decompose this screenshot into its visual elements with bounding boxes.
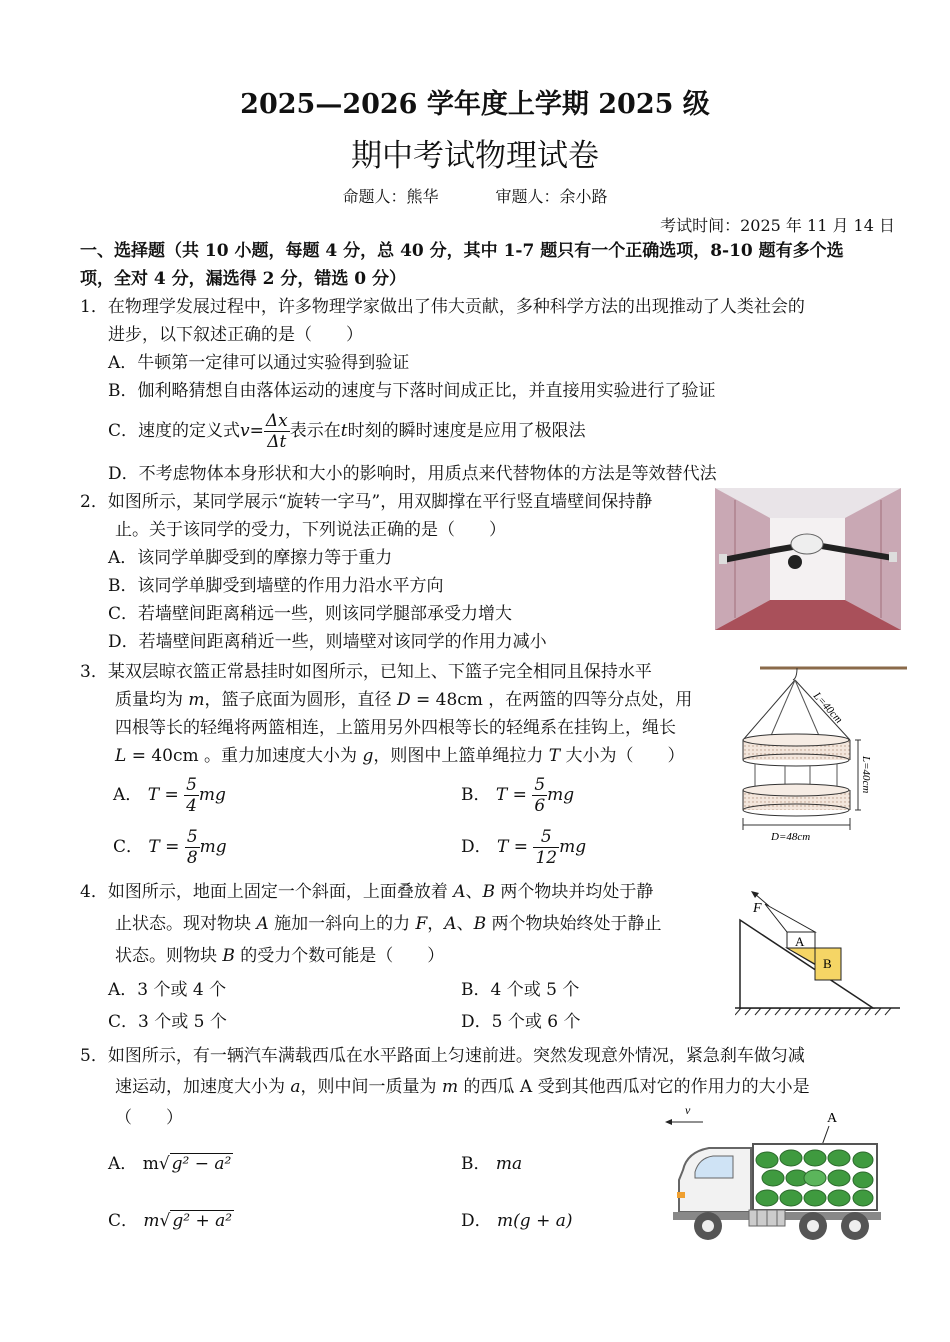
q3-option-a: A． T = $\frac{5}{4}$ mg — [113, 775, 226, 816]
q5-stem-line1: 5．如图所示，有一辆汽车满载西瓜在水平路面上匀速前进。突然发现意外情况，紧急刹车做匀减 — [80, 1046, 805, 1066]
q4-fig-label-a: A — [795, 934, 805, 949]
q3-fig-label-d: D=48cm — [771, 831, 811, 843]
q5-stem-line3: （ ） — [115, 1108, 183, 1128]
author: 命题人：熊华 — [342, 187, 439, 206]
q1-option-c: C．速度的定义式v= $\frac{\Delta x}{\Delta t}$ 表示在t时刻的瞬时速度是应用了极限法 — [108, 411, 586, 452]
q2-option-d: D．若墙壁间距离稍近一些，则墙壁对该同学的作用力减小 — [108, 632, 547, 652]
q4-stem-line2: 止状态。现对物块 A 施加一斜向上的力 F，A、B 两个物块始终处于静止 — [115, 914, 662, 934]
exam-title-line2: 期中考试物理试卷 — [351, 138, 599, 174]
q2-photo-split-figure — [715, 488, 901, 630]
q1-option-a: A．牛顿第一定律可以通过实验得到验证 — [108, 353, 410, 373]
q4-stem-line1: 4．如图所示，地面上固定一个斜面，上面叠放着 A、B 两个物块并均处于静 — [80, 882, 654, 902]
q1-stem-line1: 1．在物理学发展过程中，许多物理学家做出了伟大贡献，多种科学方法的出现推动了人类社会的 — [80, 297, 805, 317]
q3-stem-line1: 3．某双层晾衣篮正常悬挂时如图所示，已知上、下篮子完全相同且保持水平 — [80, 662, 652, 682]
q3-stem-line4: L = 40cm 。重力加速度大小为 g，则图中上篮单绳拉力 T 大小为（ ） — [115, 746, 685, 766]
q2-stem-line2: 止。关于该同学的受力，下列说法正确的是（ ） — [115, 520, 506, 540]
q4-option-d: D．5 个或 6 个 — [461, 1012, 581, 1032]
q1-option-b: B．伽利略猜想自由落体运动的速度与下落时间成正比，并直接用实验进行了验证 — [108, 381, 716, 401]
q2-option-c: C．若墙壁间距离稍远一些，则该同学腿部承受力增大 — [108, 604, 513, 624]
velocity-fraction: $\frac{\Delta x}{\Delta t}$ — [265, 411, 288, 452]
exam-date: 考试时间：2025 年 11 月 14 日 — [660, 216, 895, 235]
q5-option-a: A． m√ g² − a² — [108, 1154, 232, 1174]
q4-option-b: B．4 个或 5 个 — [461, 980, 580, 1000]
q2-stem-line1: 2．如图所示，某同学展示“旋转一字马”，用双脚撑在平行竖直墙壁间保持静 — [80, 492, 653, 512]
exam-title-line1: 2025—2026 学年度上学期 2025 级 — [240, 89, 710, 120]
q5-option-c: C． m√ g² + a² — [108, 1211, 233, 1231]
q5-option-b: B． ma — [461, 1154, 523, 1174]
q4-incline-figure — [735, 884, 905, 1019]
q3-option-d: D． T = $\frac{5}{12}$ mg — [461, 827, 587, 868]
q5-fig-label-v: v — [685, 1103, 691, 1117]
q2-option-b: B．该同学单脚受到墙壁的作用力沿水平方向 — [108, 576, 444, 596]
q4-option-a: A．3 个或 4 个 — [108, 980, 227, 1000]
q1-option-d: D．不考虑物体本身形状和大小的影响时，用质点来代替物体的方法是等效替代法 — [108, 464, 717, 484]
reviewer: 审题人：余小路 — [495, 187, 608, 206]
q3-option-b: B． T = $\frac{5}{6}$ mg — [461, 775, 575, 816]
q3-stem-line2: 质量均为 m，篮子底面为圆形，直径 D = 48cm ，在两篮的四等分点处，用 — [115, 690, 693, 710]
authors — [0, 184, 950, 207]
q4-option-c: C．3 个或 5 个 — [108, 1012, 227, 1032]
q5-truck-figure — [663, 1100, 888, 1246]
q5-option-d: D． m(g + a) — [461, 1211, 573, 1231]
q3-option-c: C． T = $\frac{5}{8}$ mg — [113, 827, 227, 868]
q3-fig-label-l2: L=40cm — [860, 756, 872, 794]
q4-fig-label-f: F — [753, 901, 762, 916]
section-heading-line2: 项，全对 4 分，漏选得 2 分，错选 0 分） — [80, 269, 406, 289]
q4-fig-label-b: B — [823, 956, 832, 971]
section-heading-line1: 一、选择题（共 10 小题，每题 4 分，总 40 分，其中 1-7 题只有一个正确选项，8-10 题有多个选 — [80, 241, 844, 261]
q5-fig-label-a: A — [827, 1111, 838, 1126]
q5-stem-line2: 速运动，加速度大小为 a，则中间一质量为 m 的西瓜 A 受到其他西瓜对它的作用力的大小是 — [115, 1077, 810, 1097]
q4-stem-line3: 状态。则物块 B 的受力个数可能是（ ） — [115, 946, 445, 966]
q2-option-a: A．该同学单脚受到的摩擦力等于重力 — [108, 548, 393, 568]
q1-stem-line2: 进步，以下叙述正确的是（ ） — [108, 325, 363, 345]
q3-fig-label-l1: L=40cm — [810, 689, 845, 726]
q3-stem-line3: 四根等长的轻绳将两篮相连，上篮用另外四根等长的轻绳系在挂钩上，绳长 — [115, 718, 676, 738]
q3-basket-figure — [735, 660, 915, 850]
